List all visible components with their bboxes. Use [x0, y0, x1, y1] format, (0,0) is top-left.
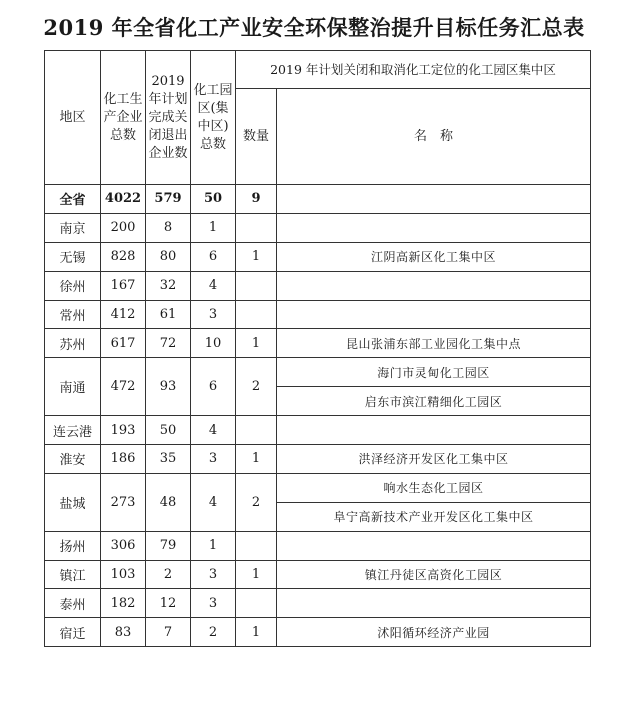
- page-title: 2019 年全省化工产业安全环保整治提升目标任务汇总表: [43, 15, 585, 40]
- table-row: [45, 473, 591, 502]
- cell-plan: 12: [146, 589, 191, 618]
- table-row: [45, 329, 591, 358]
- cell-park-name: 响水生态化工园区: [277, 473, 591, 502]
- header-closure-group: 2019 年计划关闭和取消化工定位的化工园区集中区: [236, 51, 591, 89]
- cell-count: [236, 531, 277, 560]
- header-count: 数量: [236, 89, 277, 185]
- cell-park-name: [277, 185, 591, 214]
- cell-park-name: [277, 531, 591, 560]
- cell-region: 宿迁: [45, 618, 101, 647]
- cell-parks: 3: [191, 445, 236, 474]
- cell-park-name: [277, 589, 591, 618]
- cell-park-name: [277, 300, 591, 329]
- cell-total: 472: [101, 358, 146, 416]
- cell-count: [236, 589, 277, 618]
- table-row: [45, 531, 591, 560]
- cell-parks: 4: [191, 271, 236, 300]
- cell-park-name: 沭阳循环经济产业园: [277, 618, 591, 647]
- cell-plan: 61: [146, 300, 191, 329]
- cell-total: 4022: [101, 185, 146, 214]
- cell-region: 常州: [45, 300, 101, 329]
- cell-region: 盐城: [45, 473, 101, 531]
- cell-plan: 35: [146, 445, 191, 474]
- cell-park-name: [277, 213, 591, 242]
- table-row: [45, 300, 591, 329]
- table-row: [45, 560, 591, 589]
- cell-parks: 2: [191, 618, 236, 647]
- cell-count: 1: [236, 445, 277, 474]
- table-row: [45, 358, 591, 387]
- cell-count: [236, 213, 277, 242]
- cell-park-name: 海门市灵甸化工园区: [277, 358, 591, 387]
- table-row: [45, 445, 591, 474]
- cell-region: 南京: [45, 213, 101, 242]
- cell-parks: 3: [191, 589, 236, 618]
- cell-count: [236, 416, 277, 445]
- header-park-count: 化工园区(集中区)总数: [191, 51, 236, 185]
- cell-plan: 8: [146, 213, 191, 242]
- cell-count: 2: [236, 473, 277, 531]
- header-region: 地区: [45, 51, 101, 185]
- cell-region: 扬州: [45, 531, 101, 560]
- cell-plan: 32: [146, 271, 191, 300]
- cell-parks: 6: [191, 242, 236, 271]
- cell-parks: 1: [191, 213, 236, 242]
- table-row: [45, 416, 591, 445]
- cell-plan: 579: [146, 185, 191, 214]
- cell-region: 镇江: [45, 560, 101, 589]
- table-row: [45, 271, 591, 300]
- cell-plan: 72: [146, 329, 191, 358]
- cell-region: 泰州: [45, 589, 101, 618]
- cell-total: 167: [101, 271, 146, 300]
- cell-plan: 50: [146, 416, 191, 445]
- cell-parks: 4: [191, 473, 236, 531]
- cell-park-name: 洪泽经济开发区化工集中区: [277, 445, 591, 474]
- cell-total: 306: [101, 531, 146, 560]
- cell-park-name: 启东市滨江精细化工园区: [277, 387, 591, 416]
- cell-parks: 3: [191, 300, 236, 329]
- cell-park-name: 昆山张浦东部工业园化工集中点: [277, 329, 591, 358]
- cell-count: 9: [236, 185, 277, 214]
- summary-table: [44, 50, 591, 647]
- cell-count: 2: [236, 358, 277, 416]
- header-planned-closures: 2019年计划完成关闭退出企业数: [146, 51, 191, 185]
- cell-total: 182: [101, 589, 146, 618]
- cell-plan: 2: [146, 560, 191, 589]
- cell-total: 193: [101, 416, 146, 445]
- cell-parks: 6: [191, 358, 236, 416]
- cell-plan: 48: [146, 473, 191, 531]
- cell-park-name: [277, 416, 591, 445]
- cell-plan: 80: [146, 242, 191, 271]
- cell-parks: 50: [191, 185, 236, 214]
- cell-park-name: [277, 271, 591, 300]
- cell-park-name: 镇江丹徒区高资化工园区: [277, 560, 591, 589]
- header-total-enterprises: 化工生产企业总数: [101, 51, 146, 185]
- cell-total: 617: [101, 329, 146, 358]
- cell-region: 无锡: [45, 242, 101, 271]
- cell-count: 1: [236, 242, 277, 271]
- cell-parks: 1: [191, 531, 236, 560]
- cell-count: 1: [236, 329, 277, 358]
- table-row: [45, 242, 591, 271]
- table-row: [45, 589, 591, 618]
- cell-park-name: 阜宁高新技术产业开发区化工集中区: [277, 502, 591, 531]
- cell-total: 83: [101, 618, 146, 647]
- cell-count: 1: [236, 560, 277, 589]
- cell-total: 103: [101, 560, 146, 589]
- cell-plan: 79: [146, 531, 191, 560]
- cell-region: 淮安: [45, 445, 101, 474]
- cell-total: 200: [101, 213, 146, 242]
- cell-region: 苏州: [45, 329, 101, 358]
- cell-region: 全省: [45, 185, 101, 214]
- table-body: [45, 185, 591, 647]
- cell-plan: 93: [146, 358, 191, 416]
- cell-plan: 7: [146, 618, 191, 647]
- header-name: 名 称: [277, 89, 591, 185]
- cell-count: [236, 300, 277, 329]
- cell-region: 徐州: [45, 271, 101, 300]
- cell-region: 南通: [45, 358, 101, 416]
- table-row: [45, 213, 591, 242]
- cell-count: 1: [236, 618, 277, 647]
- cell-parks: 10: [191, 329, 236, 358]
- cell-region: 连云港: [45, 416, 101, 445]
- table-row: [45, 618, 591, 647]
- table-row: [45, 185, 591, 214]
- cell-count: [236, 271, 277, 300]
- cell-total: 828: [101, 242, 146, 271]
- cell-total: 273: [101, 473, 146, 531]
- cell-total: 186: [101, 445, 146, 474]
- cell-parks: 3: [191, 560, 236, 589]
- cell-parks: 4: [191, 416, 236, 445]
- cell-total: 412: [101, 300, 146, 329]
- cell-park-name: 江阴高新区化工集中区: [277, 242, 591, 271]
